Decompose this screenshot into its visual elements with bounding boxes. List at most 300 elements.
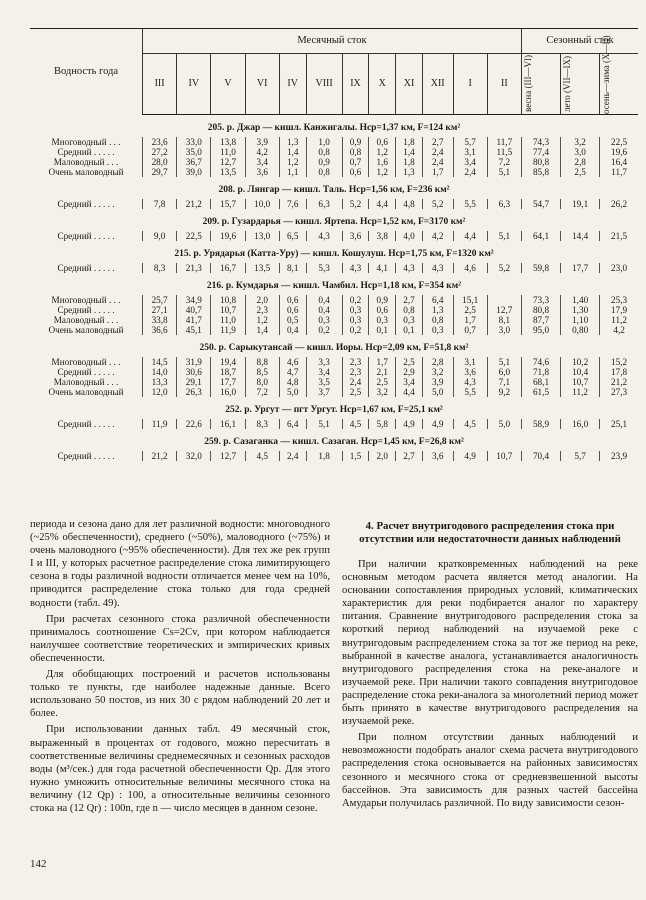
table-cell: 4,4 xyxy=(453,231,487,241)
table-cell: 1,8 xyxy=(306,451,342,461)
table-cell: 7,1 xyxy=(487,377,521,387)
table-cell: 22,5 xyxy=(600,137,638,147)
monthly-header: Месячный сток xyxy=(143,29,522,54)
table-cell: 1,10 xyxy=(561,315,600,325)
season-header xyxy=(521,54,560,115)
table-cell: 4,8 xyxy=(279,377,306,387)
table-cell: 71,8 xyxy=(521,367,560,377)
table-cell: 5,0 xyxy=(487,419,521,429)
table-cell: 1,5 xyxy=(342,451,369,461)
table-cell: 74,6 xyxy=(521,357,560,367)
table-cell: 11,2 xyxy=(600,315,638,325)
right-text-column xyxy=(342,520,638,813)
table-cell: 0,1 xyxy=(396,325,423,335)
table-cell: 11,9 xyxy=(211,325,245,335)
table-cell: 11,2 xyxy=(561,387,600,397)
table-cell: 3,6 xyxy=(422,451,453,461)
table-cell: 13,3 xyxy=(143,377,177,387)
table-cell: 2,4 xyxy=(279,451,306,461)
table-cell: 7,8 xyxy=(143,199,177,209)
table-body xyxy=(30,115,638,462)
table-cell: 16,0 xyxy=(211,387,245,397)
table-cell: 54,7 xyxy=(521,199,560,209)
table-cell: 27,3 xyxy=(600,387,638,397)
table-cell: 68,1 xyxy=(521,377,560,387)
table-row xyxy=(30,231,638,241)
table-cell: 26,3 xyxy=(177,387,211,397)
table-cell: 14,5 xyxy=(143,357,177,367)
table-cell: 3,4 xyxy=(453,157,487,167)
table-cell: 5,7 xyxy=(453,137,487,147)
table-row xyxy=(30,325,638,335)
table-cell: 12,7 xyxy=(211,157,245,167)
right-paragraphs xyxy=(342,558,638,810)
table-cell: 11,5 xyxy=(487,147,521,157)
table-cell: 0,6 xyxy=(369,137,396,147)
table-cell: 0,8 xyxy=(342,147,369,157)
table-cell: 0,4 xyxy=(279,325,306,335)
table-cell: 74,3 xyxy=(521,137,560,147)
table-cell: 8,1 xyxy=(279,263,306,273)
table-cell: 3,0 xyxy=(487,325,521,335)
table-cell: 4,9 xyxy=(422,419,453,429)
table-cell: 11,7 xyxy=(600,167,638,177)
runoff-table xyxy=(30,28,638,461)
table-cell: 1,3 xyxy=(422,305,453,315)
table-cell: 0,6 xyxy=(342,167,369,177)
table-cell: 29,7 xyxy=(143,167,177,177)
table-cell: 6,4 xyxy=(279,419,306,429)
table-cell: 25,7 xyxy=(143,295,177,305)
row-label: Очень маловодный xyxy=(48,387,124,397)
table-cell: 23,6 xyxy=(143,137,177,147)
season-header-label: весна (III—VI) xyxy=(522,55,533,113)
table-row xyxy=(30,357,638,367)
table-cell: 13,8 xyxy=(211,137,245,147)
table-cell: 2,4 xyxy=(422,147,453,157)
table-cell: 1,7 xyxy=(422,167,453,177)
table-cell: 0,8 xyxy=(422,315,453,325)
table-cell: 5,0 xyxy=(279,387,306,397)
row-label: Многоводный . . . xyxy=(51,295,121,305)
table-cell: 10,4 xyxy=(561,367,600,377)
paragraph: периода и сезона дано для лет различной водности: многоводного (~25% обеспеченности), среднего (~50%), маловодного (~75%) и очень маловодного (~95% обеспеченности). Для тех же рек групп I и III, у которых расчетное распределение стока лимитирующего сезона в годы различной водности отличается менее чем на 10%, приводится распределение стока только для года средней водности (табл. 49). xyxy=(30,519,330,609)
table-cell: 17,9 xyxy=(600,305,638,315)
table-cell: 4,7 xyxy=(279,367,306,377)
table-cell: 4,4 xyxy=(396,387,423,397)
table-cell: 25,3 xyxy=(600,295,638,305)
table-cell: 8,1 xyxy=(487,315,521,325)
table-cell: 2,4 xyxy=(422,157,453,167)
month-header: IX xyxy=(342,54,369,115)
table-cell xyxy=(487,295,521,305)
table-cell: 0,7 xyxy=(453,325,487,335)
table-cell: 1,0 xyxy=(306,137,342,147)
table-cell: 80,8 xyxy=(521,305,560,315)
table-cell: 3,3 xyxy=(306,357,342,367)
table-cell: 22,6 xyxy=(177,419,211,429)
table-cell: 30,6 xyxy=(177,367,211,377)
table-cell: 7,6 xyxy=(279,199,306,209)
table-cell: 18,7 xyxy=(211,367,245,377)
table-cell: 0,6 xyxy=(279,305,306,315)
table-cell: 0,7 xyxy=(342,157,369,167)
table-cell: 0,3 xyxy=(369,315,396,325)
month-header: I xyxy=(453,54,487,115)
table-cell: 22,5 xyxy=(177,231,211,241)
table-cell: 5,2 xyxy=(342,199,369,209)
table-cell: 3,7 xyxy=(306,387,342,397)
table-cell: 36,6 xyxy=(143,325,177,335)
season-header-label: осень—зима (X—II) xyxy=(601,35,612,114)
table-cell: 0,6 xyxy=(369,305,396,315)
table-cell: 3,2 xyxy=(369,387,396,397)
table-cell: 5,7 xyxy=(561,451,600,461)
table-cell: 2,8 xyxy=(561,157,600,167)
table-cell: 16,7 xyxy=(211,263,245,273)
table-cell: 11,0 xyxy=(211,147,245,157)
paragraph: При расчетах сезонного стока различной обеспеченности принималось соотношение Cs=2Cv, при котором наблюдается наилучшее соответствие теоретических и эмпирических кривых обеспеченности. xyxy=(30,613,330,664)
table-cell: 0,2 xyxy=(342,295,369,305)
table-cell: 1,2 xyxy=(369,167,396,177)
table-cell: 23,9 xyxy=(600,451,638,461)
paragraph: При использовании данных табл. 49 месячный сток, выраженный в процентах от годового, можно пересчитать в соответственные величины среднемесячных и сезонных расходов воды (м³/сек.) для года расчетной обеспеченности Qp. Для этого нужно умножить относительные величины месячного стока на величину (12 Qp) : 100, а относительные величины сезонного стока на (12 Qr) : 100n, где n — число месяцев в данном сезоне. xyxy=(30,724,330,814)
table-cell: 17,7 xyxy=(211,377,245,387)
table-cell: 9,2 xyxy=(487,387,521,397)
table-row xyxy=(30,199,638,209)
row-label: Средний . . . . . xyxy=(57,231,115,241)
row-label: Многоводный . . . xyxy=(51,137,121,147)
table-cell: 2,0 xyxy=(245,295,279,305)
table-row xyxy=(30,451,638,461)
table-cell: 1,3 xyxy=(279,137,306,147)
table-cell: 5,2 xyxy=(422,199,453,209)
table-cell: 5,5 xyxy=(453,387,487,397)
table-cell: 13,0 xyxy=(245,231,279,241)
table-cell: 41,7 xyxy=(177,315,211,325)
table-row xyxy=(30,147,638,157)
month-header: XI xyxy=(396,54,423,115)
table-cell: 39,0 xyxy=(177,167,211,177)
table-cell: 4,3 xyxy=(342,263,369,273)
table-cell: 23,0 xyxy=(600,263,638,273)
table-cell: 10,0 xyxy=(245,199,279,209)
table-cell: 11,7 xyxy=(487,137,521,147)
table-cell: 3,9 xyxy=(245,137,279,147)
table-cell: 26,2 xyxy=(600,199,638,209)
table-cell: 0,3 xyxy=(342,315,369,325)
table-cell: 7,2 xyxy=(245,387,279,397)
table-cell: 10,2 xyxy=(561,357,600,367)
table-cell: 0,3 xyxy=(306,315,342,325)
table-cell: 2,5 xyxy=(561,167,600,177)
table-cell: 0,9 xyxy=(342,137,369,147)
table-cell: 15,7 xyxy=(211,199,245,209)
table-cell: 4,5 xyxy=(245,451,279,461)
table-row xyxy=(30,367,638,377)
month-header: IV xyxy=(177,54,211,115)
table-cell: 1,2 xyxy=(245,315,279,325)
table-cell: 21,2 xyxy=(143,451,177,461)
table-row xyxy=(30,295,638,305)
table-cell: 4,0 xyxy=(396,231,423,241)
row-label: Средний . . . . . xyxy=(57,305,115,315)
station-title: 205. р. Джар — кишл. Канжигалы. Hср=1,37 км, F=124 км² xyxy=(207,123,461,133)
table-cell: 0,8 xyxy=(396,305,423,315)
table-cell: 8,8 xyxy=(245,357,279,367)
table-cell: 29,1 xyxy=(177,377,211,387)
table-cell: 2,3 xyxy=(342,367,369,377)
table-cell: 2,9 xyxy=(396,367,423,377)
table-cell: 3,1 xyxy=(453,147,487,157)
table-cell: 73,3 xyxy=(521,295,560,305)
table-cell: 1,2 xyxy=(279,157,306,167)
table-cell: 2,7 xyxy=(396,295,423,305)
row-label: Очень маловодный xyxy=(48,325,124,335)
station-title: 208. р. Лянгар — кишл. Таль. Hср=1,56 км, F=236 км² xyxy=(218,185,450,195)
table-cell: 4,9 xyxy=(396,419,423,429)
table-cell: 80,8 xyxy=(521,157,560,167)
table-cell: 0,3 xyxy=(422,325,453,335)
table-cell: 5,8 xyxy=(369,419,396,429)
row-label: Средний . . . . . xyxy=(57,419,115,429)
table-cell: 1,8 xyxy=(396,157,423,167)
table-cell: 0,4 xyxy=(306,305,342,315)
table-cell: 19,6 xyxy=(600,147,638,157)
table-cell: 1,7 xyxy=(453,315,487,325)
table-cell: 34,9 xyxy=(177,295,211,305)
table-cell: 19,6 xyxy=(211,231,245,241)
table-cell: 33,0 xyxy=(177,137,211,147)
table-cell: 10,7 xyxy=(487,451,521,461)
table-cell: 4,3 xyxy=(306,231,342,241)
month-header: IV xyxy=(279,54,306,115)
table-cell: 6,3 xyxy=(306,199,342,209)
table-cell: 0,8 xyxy=(306,147,342,157)
table-cell: 4,1 xyxy=(369,263,396,273)
table-cell: 9,0 xyxy=(143,231,177,241)
table-cell: 4,2 xyxy=(600,325,638,335)
table-cell: 5,0 xyxy=(422,387,453,397)
table-cell: 4,3 xyxy=(422,263,453,273)
station-title: 209. р. Гузардарья — кишл. Яртепа. Hср=1,52 км, F=3170 км² xyxy=(202,217,466,227)
table-row xyxy=(30,263,638,273)
table-cell: 3,6 xyxy=(453,367,487,377)
group-col-header: Водность года xyxy=(30,29,143,115)
table-cell: 4,2 xyxy=(422,231,453,241)
table-cell: 3,6 xyxy=(342,231,369,241)
table-cell: 2,1 xyxy=(369,367,396,377)
table-cell: 40,7 xyxy=(177,305,211,315)
month-header: VIII xyxy=(306,54,342,115)
table-cell: 77,4 xyxy=(521,147,560,157)
month-header: III xyxy=(143,54,177,115)
table-cell: 13,5 xyxy=(245,263,279,273)
table-cell: 3,0 xyxy=(561,147,600,157)
month-header: XII xyxy=(422,54,453,115)
month-header: X xyxy=(369,54,396,115)
table-cell: 2,5 xyxy=(396,357,423,367)
table-cell: 0,8 xyxy=(306,167,342,177)
table-cell: 21,2 xyxy=(600,377,638,387)
station-title: 250. р. Сарыкутансай — кишл. Иоры. Hср=2,09 км, F=51,8 км² xyxy=(199,343,469,353)
table-cell: 85,8 xyxy=(521,167,560,177)
table-cell: 2,5 xyxy=(342,387,369,397)
table-cell: 10,8 xyxy=(211,295,245,305)
row-label: Многоводный . . . xyxy=(51,357,121,367)
table-cell: 27,1 xyxy=(143,305,177,315)
table-cell: 2,3 xyxy=(342,357,369,367)
table-cell: 2,4 xyxy=(453,167,487,177)
table-cell: 4,2 xyxy=(245,147,279,157)
station-title: 252. р. Ургут — пгт Ургут. Hср=1,67 км, F=25,1 км² xyxy=(225,405,443,415)
table-cell: 10,7 xyxy=(561,377,600,387)
table-cell: 3,2 xyxy=(422,367,453,377)
table-cell: 0,9 xyxy=(306,157,342,167)
table-cell: 21,3 xyxy=(177,263,211,273)
table-cell: 4,9 xyxy=(453,451,487,461)
table-cell: 12,0 xyxy=(143,387,177,397)
table-cell: 32,0 xyxy=(177,451,211,461)
table-cell: 5,5 xyxy=(453,199,487,209)
table-cell: 2,5 xyxy=(369,377,396,387)
table-cell: 4,8 xyxy=(396,199,423,209)
table-cell: 5,2 xyxy=(487,263,521,273)
table-row xyxy=(30,377,638,387)
table-cell: 0,80 xyxy=(561,325,600,335)
table-cell: 5,1 xyxy=(306,419,342,429)
table-cell: 2,5 xyxy=(453,305,487,315)
left-text-column xyxy=(30,518,330,818)
table-cell: 1,3 xyxy=(396,167,423,177)
table-cell: 4,5 xyxy=(342,419,369,429)
table-cell: 3,8 xyxy=(369,231,396,241)
paragraph: При полном отсутствии данных наблюдений и невозможности подобрать аналог схема расчета внутригодового распределения стока основывается на районных зависимостях сезонного и месячного стока от средневзвешенной высоты бассейнов. Эта зависимость для разных частей бассейна Амударьи получилась различной. По виду зависимости сезон- xyxy=(342,732,638,809)
seasonal-header: Сезонный сток xyxy=(521,29,638,54)
table-cell: 0,3 xyxy=(342,305,369,315)
station-title: 259. р. Сазаганка — кишл. Сазаган. Hср=1,45 км, F=26,8 км² xyxy=(204,437,464,447)
table-cell: 16,0 xyxy=(561,419,600,429)
table-cell: 4,4 xyxy=(369,199,396,209)
table-cell: 14,0 xyxy=(143,367,177,377)
table-cell: 4,6 xyxy=(279,357,306,367)
table-cell: 13,5 xyxy=(211,167,245,177)
table-cell: 1,4 xyxy=(279,147,306,157)
season-header xyxy=(561,54,600,115)
row-label: Средний . . . . . xyxy=(57,147,115,157)
table-cell: 6,5 xyxy=(279,231,306,241)
table-cell: 21,5 xyxy=(600,231,638,241)
table-cell: 36,7 xyxy=(177,157,211,167)
table-cell: 15,1 xyxy=(453,295,487,305)
table-cell: 58,9 xyxy=(521,419,560,429)
table-cell: 5,1 xyxy=(487,357,521,367)
table-cell: 4,5 xyxy=(453,419,487,429)
table-cell: 3,9 xyxy=(422,377,453,387)
table-cell: 3,4 xyxy=(245,157,279,167)
table-cell: 1,30 xyxy=(561,305,600,315)
table-cell: 8,0 xyxy=(245,377,279,387)
table-cell: 3,2 xyxy=(561,137,600,147)
table-row xyxy=(30,315,638,325)
station-title: 215. р. Урядарья (Катта-Уру) — кишл. Кошулуш. Hср=1,75 км, F=1320 км² xyxy=(174,249,494,259)
table-cell: 45,1 xyxy=(177,325,211,335)
row-label: Средний . . . . . xyxy=(57,199,115,209)
table-cell: 1,40 xyxy=(561,295,600,305)
table-cell: 8,3 xyxy=(143,263,177,273)
row-label: Маловодный . . . xyxy=(53,315,119,325)
table-cell: 4,3 xyxy=(396,263,423,273)
table-cell: 19,4 xyxy=(211,357,245,367)
table-cell: 95,0 xyxy=(521,325,560,335)
table-cell: 3,6 xyxy=(245,167,279,177)
table-cell: 1,4 xyxy=(396,147,423,157)
table-cell: 8,5 xyxy=(245,367,279,377)
table-cell: 2,0 xyxy=(369,451,396,461)
table-cell: 0,2 xyxy=(306,325,342,335)
table-cell: 10,7 xyxy=(211,305,245,315)
table-cell: 3,4 xyxy=(396,377,423,387)
table-cell: 61,5 xyxy=(521,387,560,397)
table-row xyxy=(30,167,638,177)
table-cell: 5,3 xyxy=(306,263,342,273)
table-cell: 0,9 xyxy=(369,295,396,305)
table-cell: 21,2 xyxy=(177,199,211,209)
table-cell: 59,8 xyxy=(521,263,560,273)
table-cell: 16,1 xyxy=(211,419,245,429)
table-cell: 64,1 xyxy=(521,231,560,241)
table-cell: 1,7 xyxy=(369,357,396,367)
row-label: Очень маловодный xyxy=(48,167,124,177)
month-header: V xyxy=(211,54,245,115)
row-label: Средний . . . . . xyxy=(57,263,115,273)
row-label: Маловодный . . . xyxy=(53,157,119,167)
page-number: 142 xyxy=(30,858,47,870)
table-cell: 12,7 xyxy=(487,305,521,315)
table-cell: 0,6 xyxy=(279,295,306,305)
row-label: Маловодный . . . xyxy=(53,377,119,387)
table-cell: 4,6 xyxy=(453,263,487,273)
table-row xyxy=(30,137,638,147)
season-header xyxy=(600,35,638,115)
table-cell: 6,4 xyxy=(422,295,453,305)
table-cell: 11,0 xyxy=(211,315,245,325)
table-cell: 1,1 xyxy=(279,167,306,177)
paragraph: При наличии кратковременных наблюдений на реке основным методом расчета является метод аналогии. На основании сопоставления природных условий, климатических характеристик для реки подбирается аналог по характеру питания. Сравнение внутригодового распределения стока за короткий период наблюдений на изучаемой реке с внутригодовым распределением стока за тот же период на реке, выбранной в качестве аналога, устанавливается аналогичность внутригодового распределения стока на реке-аналоге и изучаемой реке. При наличии такого совпадения внутригодовое распределение стока реки-аналога за многолетний период может быть принято в качестве внутригодового распределения на изучаемой реке. xyxy=(342,559,638,728)
table-cell: 3,1 xyxy=(453,357,487,367)
table-cell: 17,8 xyxy=(600,367,638,377)
table-cell: 5,1 xyxy=(487,231,521,241)
table-cell: 7,2 xyxy=(487,157,521,167)
table-cell: 11,9 xyxy=(143,419,177,429)
table-cell: 1,2 xyxy=(369,147,396,157)
table-cell: 16,4 xyxy=(600,157,638,167)
table-cell: 25,1 xyxy=(600,419,638,429)
row-label: Средний . . . . . xyxy=(57,367,115,377)
month-header: VI xyxy=(245,54,279,115)
table-cell: 8,3 xyxy=(245,419,279,429)
table-cell: 33,8 xyxy=(143,315,177,325)
table-cell: 0,3 xyxy=(396,315,423,325)
season-header-label: лето (VII—IX) xyxy=(562,55,573,113)
table-row xyxy=(30,387,638,397)
table-cell: 2,7 xyxy=(422,137,453,147)
table-cell: 35,0 xyxy=(177,147,211,157)
table-cell: 15,2 xyxy=(600,357,638,367)
station-title: 216. р. Кумдарья — кишл. Чамбил. Hср=1,18 км, F=354 км² xyxy=(206,281,462,291)
table-cell: 87,7 xyxy=(521,315,560,325)
table-cell: 31,9 xyxy=(177,357,211,367)
